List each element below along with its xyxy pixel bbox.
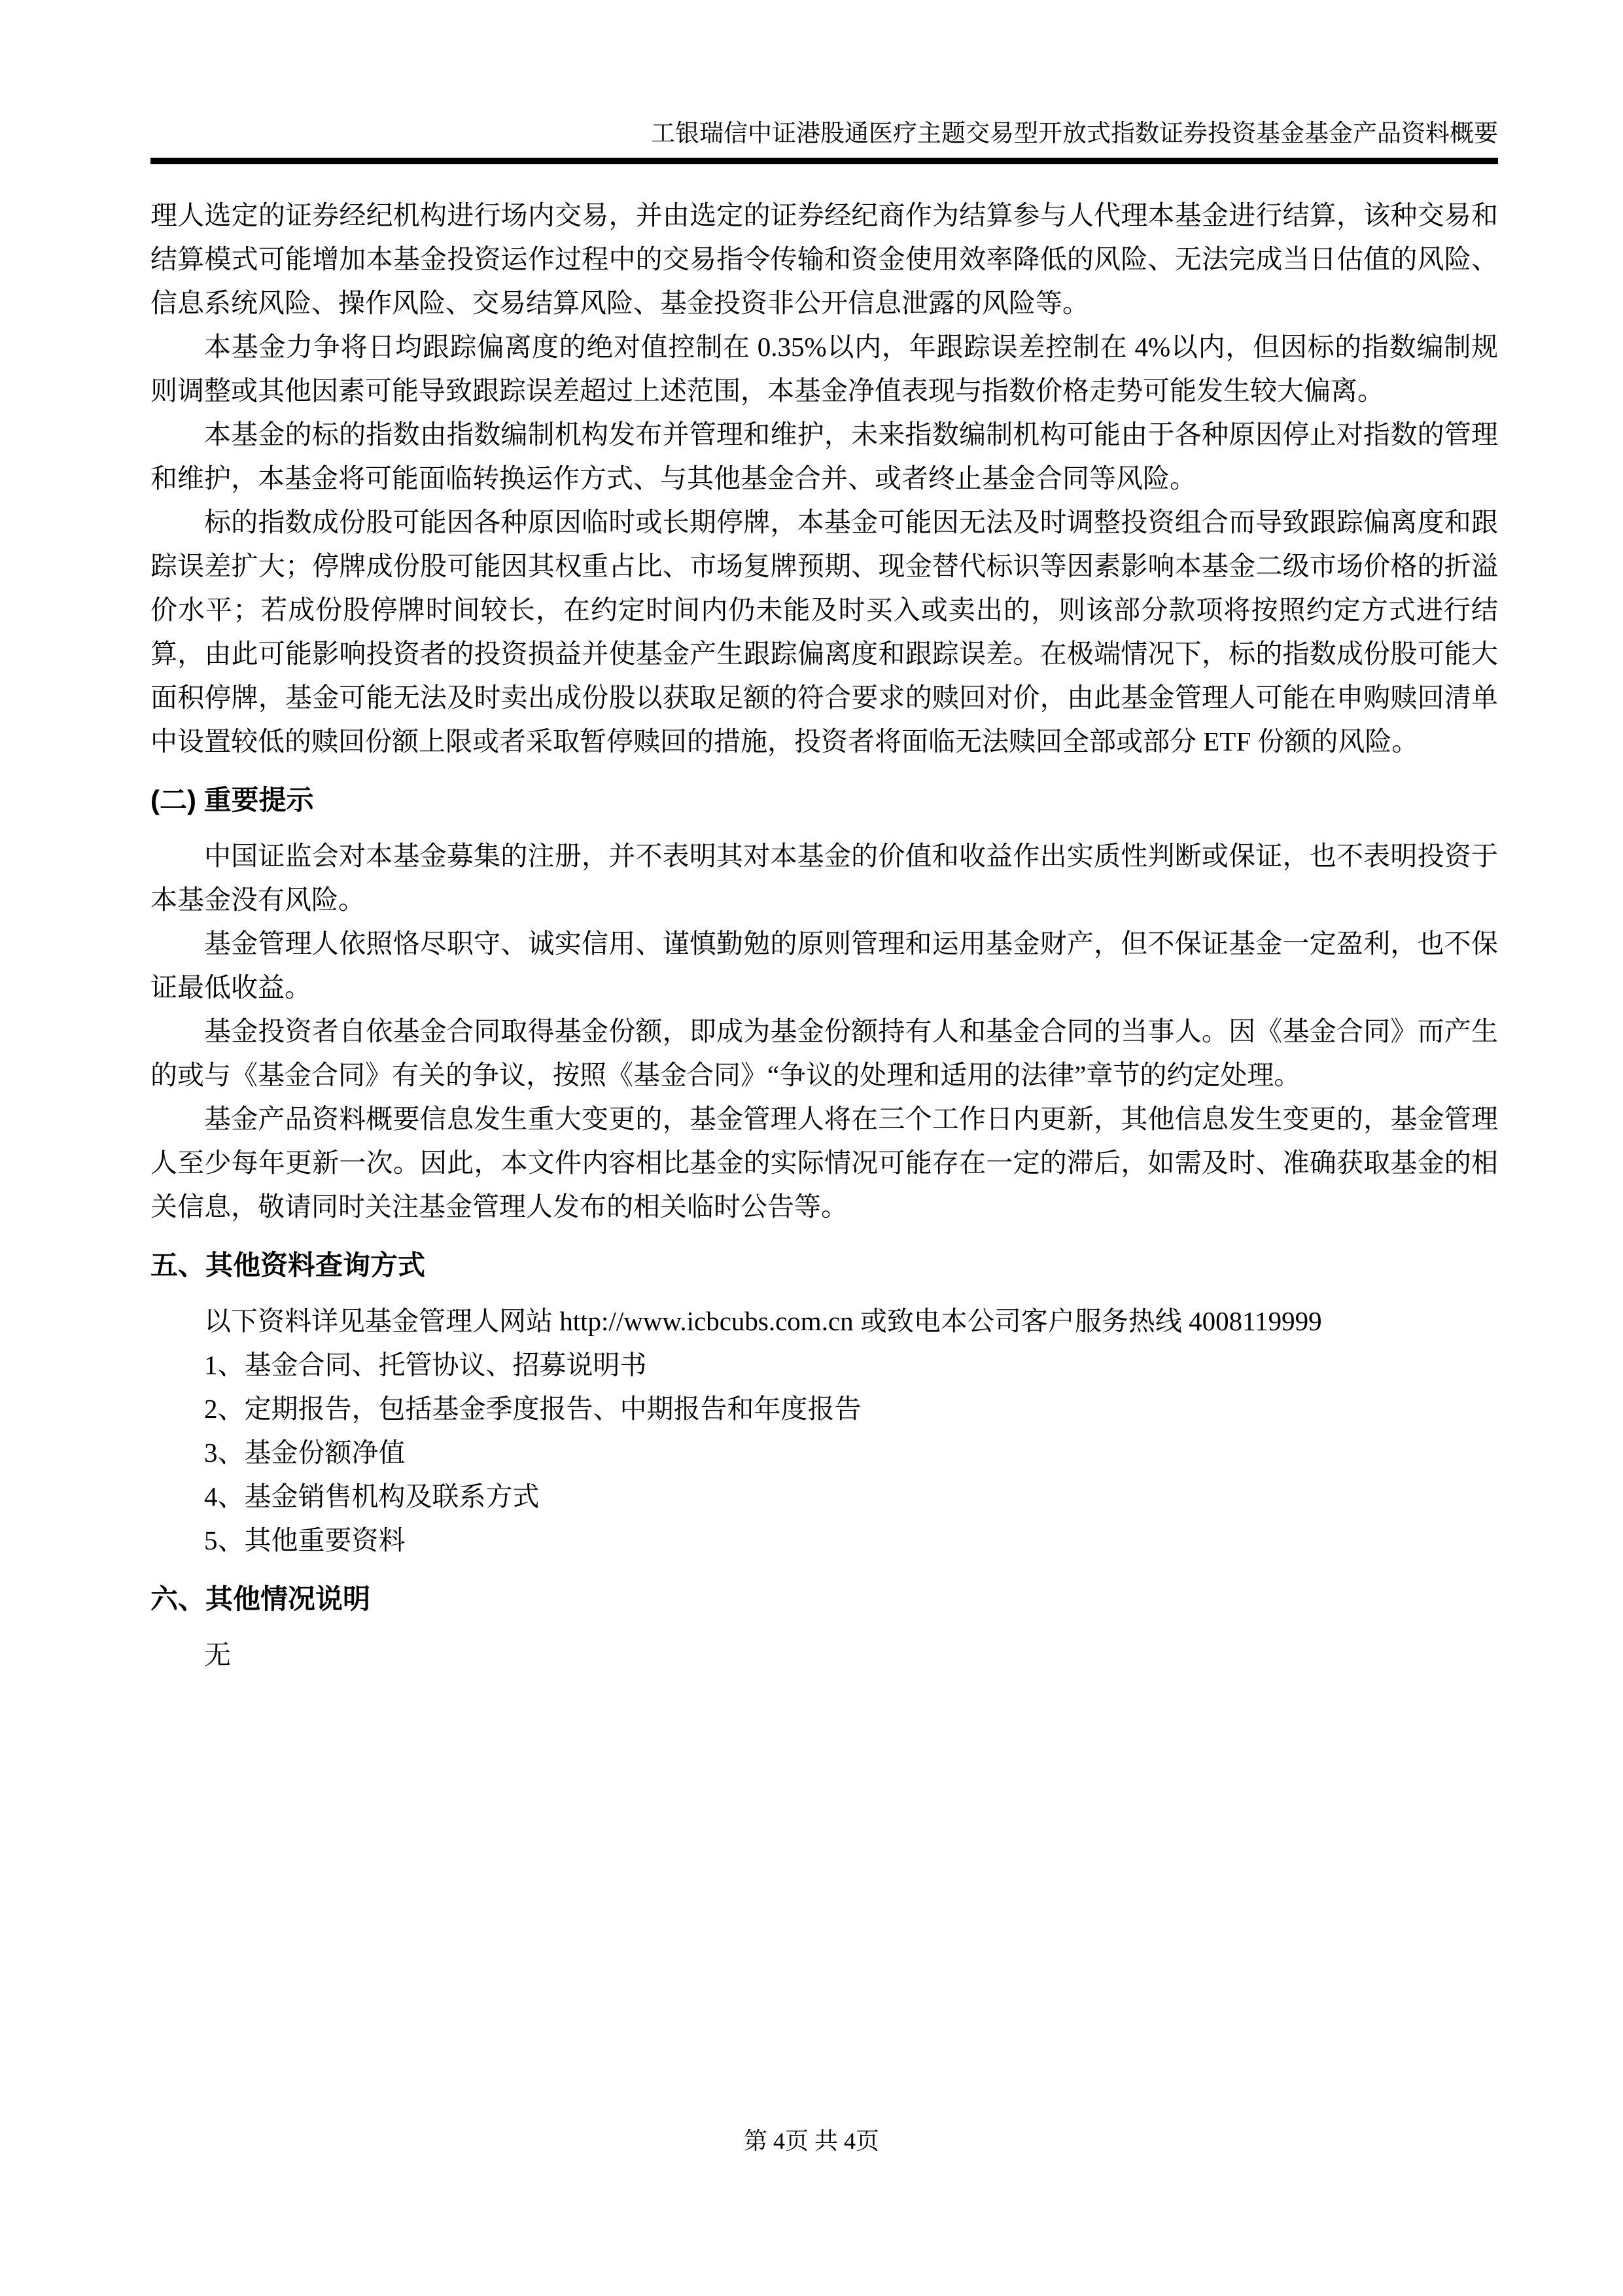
header-rule	[150, 158, 1498, 164]
body-paragraph: 理人选定的证券经纪机构进行场内交易，并由选定的证券经纪商作为结算参与人代理本基金进行结算，该种交易和结算模式可能增加本基金投资运作过程中的交易指令传输和资金使用效率降低的风险、无法完成当日估值的风险、信息系统风险、操作风险、交易结算风险、基金投资非公开信息泄露的风险等。	[150, 200, 1498, 318]
section-heading-other-notes: 六、其他情况说明	[150, 1583, 371, 1614]
list-item: 2、定期报告，包括基金季度报告、中期报告和年度报告	[204, 1394, 862, 1424]
body-paragraph: 本基金力争将日均跟踪偏离度的绝对值控制在 0.35%以内，年跟踪误差控制在 4%以内，但因标的指数编制规则调整或其他因素可能导致跟踪误差超过上述范围，本基金净值表现与指数价格走势可能发生较大偏离。	[150, 332, 1498, 406]
list-item: 4、基金销售机构及联系方式	[204, 1481, 540, 1511]
materials-intro: 以下资料详见基金管理人网站 http://www.icbcubs.com.cn 或致电本公司客户服务热线 4008119999	[204, 1306, 1322, 1336]
page-header	[0, 0, 1623, 164]
section-heading-important-notice: (二) 重要提示	[150, 785, 314, 815]
body-paragraph: 本基金的标的指数由指数编制机构发布并管理和维护，未来指数编制机构可能由于各种原因停止对指数的管理和维护，本基金将可能面临转换运作方式、与其他基金合并、或者终止基金合同等风险。	[150, 419, 1498, 493]
body-paragraph: 基金管理人依照恪尽职守、诚实信用、谨慎勤勉的原则管理和运用基金财产，但不保证基金一定盈利，也不保证最低收益。	[150, 928, 1498, 1002]
list-item: 3、基金份额净值	[204, 1438, 406, 1468]
body-paragraph: 中国证监会对本基金募集的注册，并不表明其对本基金的价值和收益作出实质性判断或保证，也不表明投资于本基金没有风险。	[150, 841, 1498, 915]
materials-list	[150, 1343, 1498, 1563]
body-paragraph: 基金产品资料概要信息发生重大变更的，基金管理人将在三个工作日内更新，其他信息发生变更的，基金管理人至少每年更新一次。因此，本文件内容相比基金的实际情况可能存在一定的滞后，如需及时、准确获取基金的相关信息，敬请同时关注基金管理人发布的相关临时公告等。	[150, 1104, 1498, 1222]
list-item: 1、基金合同、托管协议、招募说明书	[204, 1350, 647, 1380]
document-content	[0, 194, 1623, 1677]
body-paragraph: 标的指数成份股可能因各种原因临时或长期停牌，本基金可能因无法及时调整投资组合而导致跟踪偏离度和跟踪误差扩大；停牌成份股可能因其权重占比、市场复牌预期、现金替代标识等因素影响本基金二级市场价格的折溢价水平；若成份股停牌时间较长，在约定时间内仍未能及时买入或卖出的，则该部分款项将按照约定方式进行结算，由此可能影响投资者的投资损益并使基金产生跟踪偏离度和跟踪误差。在极端情况下，标的指数成份股可能大面积停牌，基金可能无法及时卖出成份股以获取足额的符合要求的赎回对价，由此基金管理人可能在申购赎回清单中设置较低的赎回份额上限或者采取暂停赎回的措施，投资者将面临无法赎回全部或部分 ETF 份额的风险。	[150, 507, 1498, 756]
header-title: 工银瑞信中证港股通医疗主题交易型开放式指数证券投资基金基金产品资料概要	[651, 120, 1498, 147]
body-paragraph: 基金投资者自依基金合同取得基金份额，即成为基金份额持有人和基金合同的当事人。因《基金合同》而产生的或与《基金合同》有关的争议，按照《基金合同》“争议的处理和适用的法律”章节的约定处理。	[150, 1016, 1498, 1090]
none-indicator: 无	[204, 1640, 231, 1670]
section-heading-other-materials: 五、其他资料查询方式	[150, 1250, 426, 1280]
page-footer: 第 4页 共 4页	[743, 2128, 879, 2154]
list-item: 5、其他重要资料	[204, 1525, 406, 1555]
